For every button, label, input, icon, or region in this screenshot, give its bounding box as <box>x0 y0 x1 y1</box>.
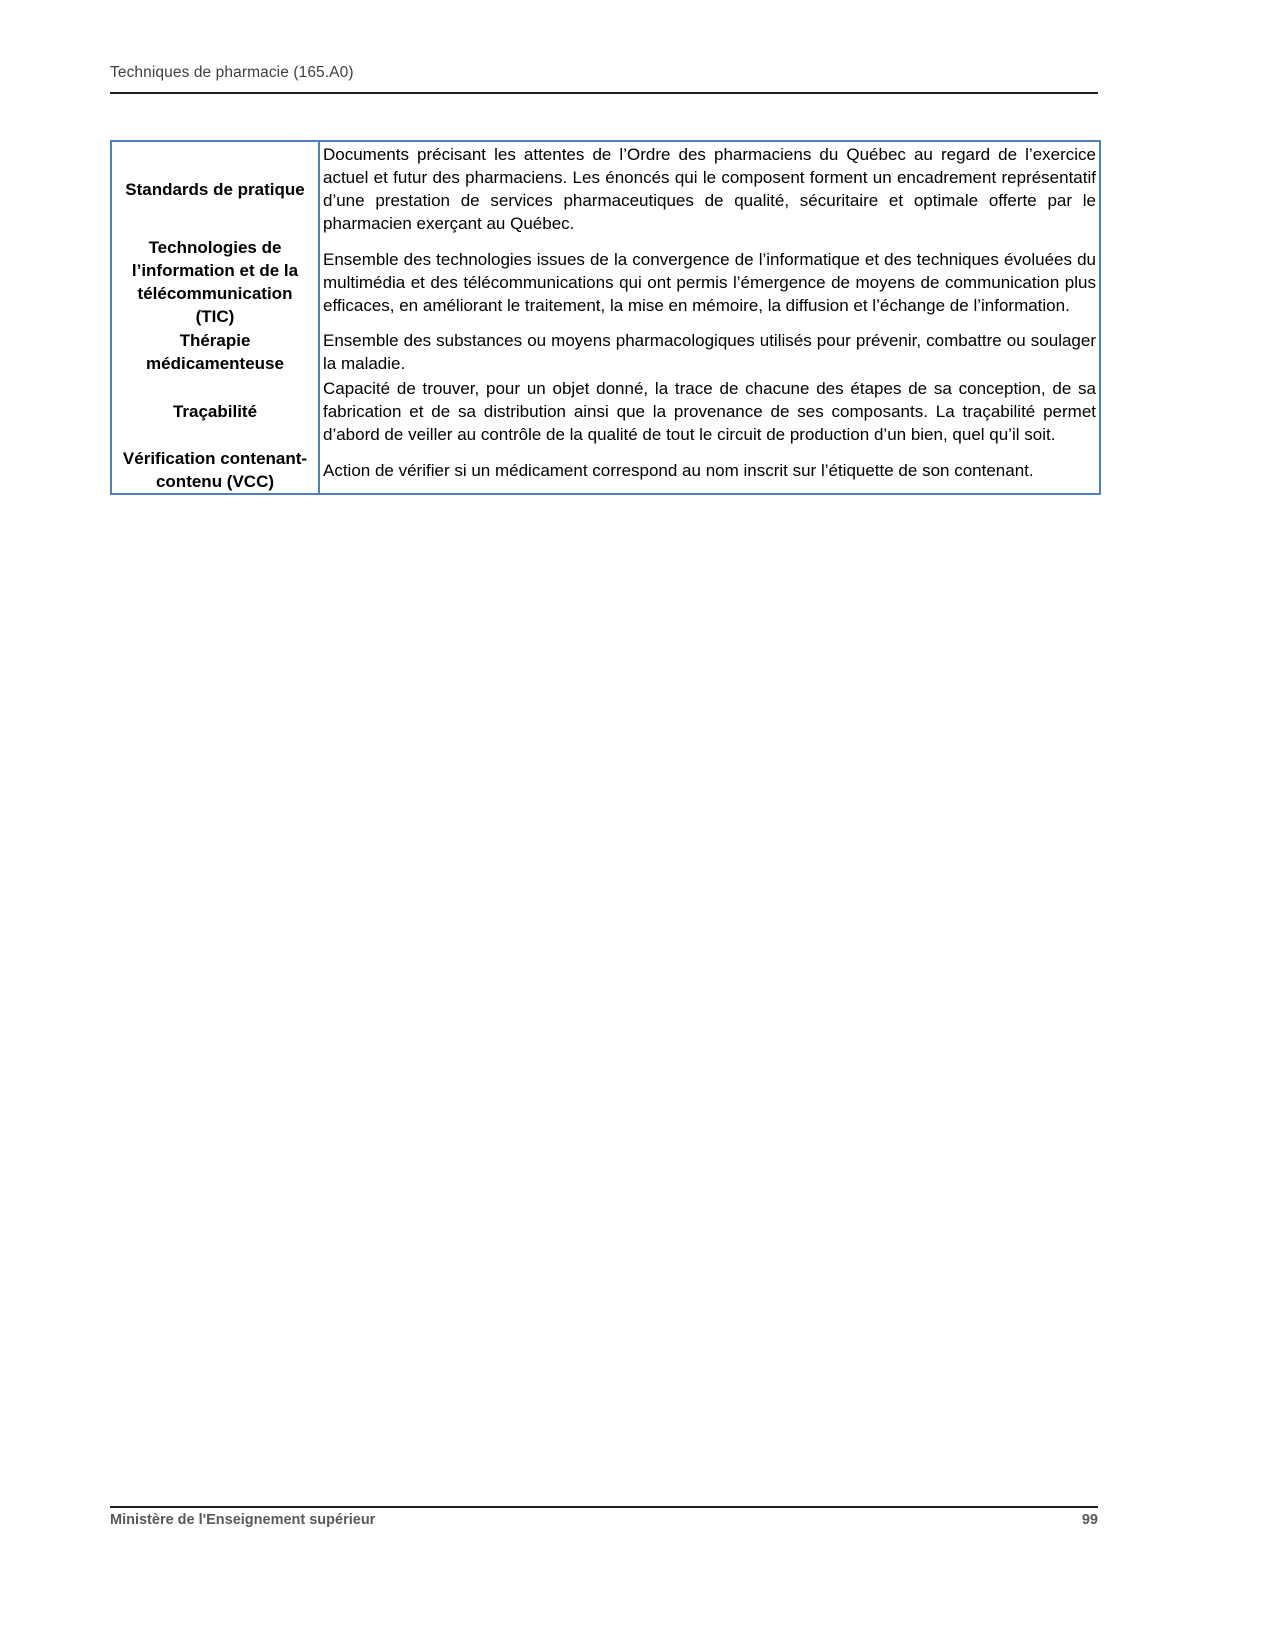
term-cell: Traçabilité <box>111 376 319 447</box>
glossary-table <box>110 140 1101 495</box>
page-footer <box>110 1512 1098 1528</box>
table-row <box>111 447 1100 494</box>
header-divider <box>110 92 1098 94</box>
footer-divider <box>110 1506 1098 1508</box>
footer-ministry: Ministère de l'Enseignement supérieur <box>110 1512 376 1528</box>
definition-cell: Documents précisant les attentes de l’Ordre des pharmaciens du Québec au regard de l’exercice actuel et futur des pharmaciens. Les énoncés qui le composent forment un encadrement représentatif d’une prestation de services pharmaceutiques de qualité, sécuritaire et optimale offerte par le pharmacien exerçant au Québec. <box>323 145 1096 233</box>
table-row <box>111 236 1100 328</box>
term-cell: Standards de pratique <box>111 141 319 236</box>
definition-cell: Action de vérifier si un médicament correspond au nom inscrit sur l’étiquette de son contenant. <box>323 460 1034 480</box>
term-cell: Vérification contenant-contenu (VCC) <box>111 447 319 494</box>
table-row <box>111 376 1100 447</box>
term-cell: Technologies de l’information et de la télécommunication (TIC) <box>111 236 319 328</box>
table-row <box>111 141 1100 236</box>
page-header-title: Techniques de pharmacie (165.A0) <box>110 64 354 81</box>
footer-page-number: 99 <box>1081 1512 1098 1528</box>
term-cell: Thérapie médicamenteuse <box>111 328 319 376</box>
definition-cell: Capacité de trouver, pour un objet donné, la trace de chacune des étapes de sa conception, de sa fabrication et de sa distribution ainsi que la provenance de ses composants. La traçabilité permet d’abord de veiller au contrôle de la qualité de tout le circuit de production d’un bien, quel qu’il soit. <box>323 379 1096 444</box>
definition-cell: Ensemble des substances ou moyens pharmacologiques utilisés pour prévenir, combattre ou soulager la maladie. <box>323 331 1096 373</box>
definition-cell: Ensemble des technologies issues de la convergence de l’informatique et des techniques évoluées du multimédia et des télécommunications qui ont permis l’émergence de moyens de communication plus efficaces, en améliorant le traitement, la mise en mémoire, la diffusion et l’échange de l’information. <box>323 249 1096 315</box>
table-row <box>111 328 1100 376</box>
